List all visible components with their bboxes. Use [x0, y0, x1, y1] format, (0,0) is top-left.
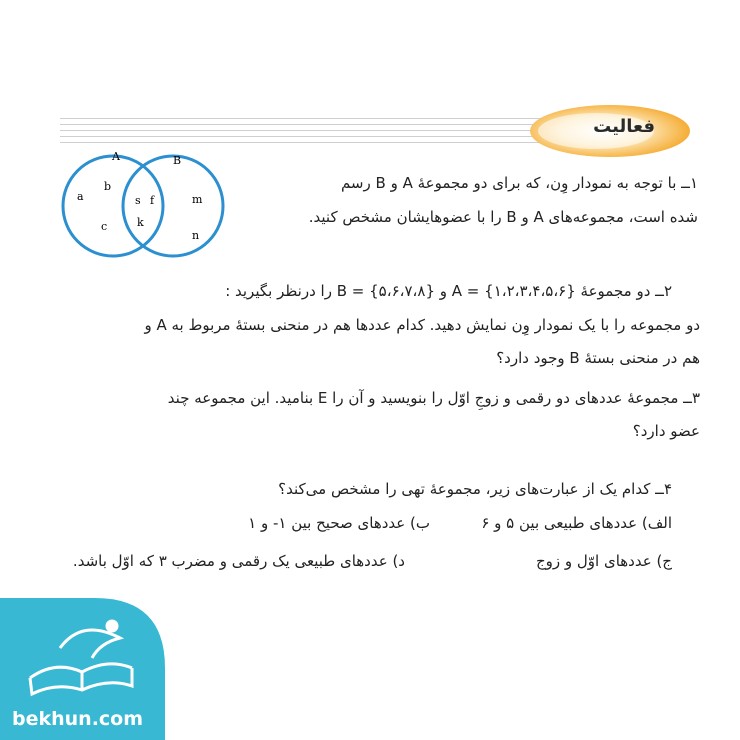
question-4-option-c: ج) عددهای اوّل و زوج — [535, 552, 672, 570]
question-4-option-d: د) عددهای طبیعی یک رقمی و مضرب ۳ که اوّل باشد. — [72, 552, 405, 570]
element-m: m — [192, 193, 203, 206]
header-rule-lines — [60, 118, 580, 146]
question-2-line-3: هم در منحنی بستهٔ B وجود دارد؟ — [496, 349, 700, 367]
element-k: k — [137, 216, 144, 229]
element-a: a — [77, 190, 84, 203]
element-n: n — [192, 229, 200, 242]
set-b-label: B — [173, 154, 182, 167]
element-f: f — [150, 194, 155, 207]
question-3-line-1: ۳ــ مجموعهٔ عددهای دو رقمی و زوجِ اوّل را بنویسید و آن را E بنامید. این مجموعه چند — [167, 389, 700, 407]
question-4-option-b: ب) عددهای صحیح بین ۱- و ۱ — [248, 514, 430, 532]
question-2-line-1: ۲ــ دو مجموعهٔ {۱،۲،۳،۴،۵،۶} = A و {۵،۶،۷،۸} = B را درنظر بگیرید : — [225, 282, 672, 300]
question-1-line-2: شده است، مجموعه‌های A و B را با عضوهایشان مشخص کنید. — [308, 208, 698, 226]
question-1-line-1: ۱ــ با توجه به نمودار وِن، که برای دو مجموعهٔ A و B رسم — [340, 174, 698, 192]
element-c: c — [101, 220, 108, 233]
question-2-line-2: دو مجموعه را با یک نمودار وِن نمایش دهید. کدام عددها هم در منحنی بستهٔ مربوط به A و — [144, 316, 700, 334]
question-3-line-2: عضو دارد؟ — [632, 422, 700, 440]
set-a-label: A — [112, 150, 120, 163]
venn-diagram — [55, 148, 245, 258]
set-a-circle — [63, 156, 163, 256]
element-s: s — [135, 194, 141, 207]
activity-title: فعالیت — [593, 116, 655, 137]
question-4-option-a: الف) عددهای طبیعی بین ۵ و ۶ — [481, 514, 672, 532]
site-url[interactable]: bekhun.com — [12, 708, 144, 730]
question-4-line-1: ۴ــ کدام یک از عبارت‌های زیر، مجموعهٔ تهی را مشخص می‌کند؟ — [278, 480, 672, 498]
element-b: b — [104, 180, 112, 193]
